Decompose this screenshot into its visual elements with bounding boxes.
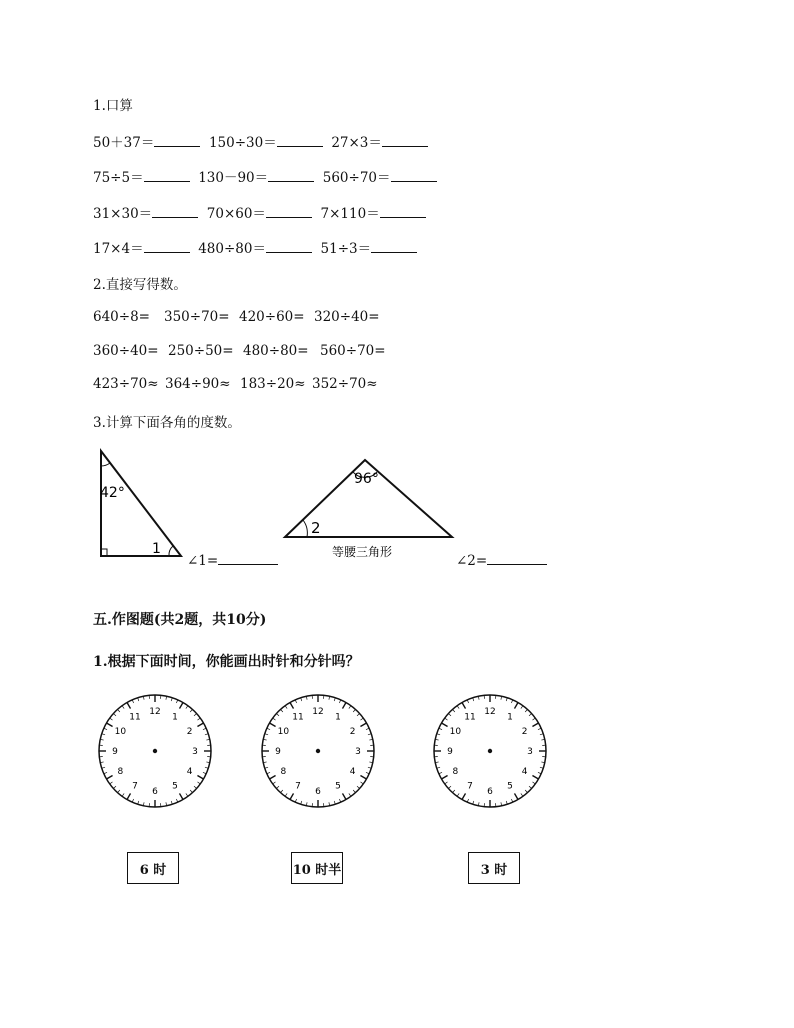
clock-numeral: 9 — [275, 747, 281, 757]
answer-blank[interactable] — [218, 552, 278, 565]
answer-blank[interactable] — [277, 134, 323, 147]
clock-numeral: 2 — [521, 727, 528, 737]
clock-tick — [270, 723, 276, 727]
clock-numeral: 11 — [292, 712, 304, 723]
clock-tick — [357, 786, 360, 788]
answer-blank[interactable] — [144, 240, 190, 253]
clock-tick — [290, 703, 294, 709]
clock-numeral: 6 — [152, 787, 158, 797]
q2-expr: 640÷8= — [93, 309, 150, 325]
answer-blank[interactable] — [391, 169, 437, 182]
clock-tick — [285, 706, 287, 709]
clock-tick — [113, 714, 116, 716]
clock-tick — [445, 782, 448, 784]
clock-tick — [457, 706, 459, 709]
q2-expr: 350÷70= — [164, 309, 230, 325]
clock-tick — [180, 793, 184, 799]
q1-row-1 — [93, 131, 428, 151]
clock-center-dot — [488, 749, 492, 753]
clock-numeral: 6 — [487, 787, 493, 797]
clock-tick — [186, 793, 188, 796]
clock-tick — [349, 793, 351, 796]
q1-expr: 70×60＝ — [206, 206, 266, 222]
clock-tick — [529, 714, 532, 716]
clock-tick — [285, 793, 287, 796]
q2-row-2 — [93, 343, 386, 359]
clock-tick — [270, 776, 276, 780]
q1-row-2 — [93, 166, 437, 186]
answer-blank[interactable] — [266, 205, 312, 218]
clock-tick — [194, 786, 197, 788]
q2-expr: 352÷70≈ — [312, 376, 378, 392]
q1-expr: 75÷5＝ — [93, 170, 144, 186]
clock-numeral: 3 — [527, 747, 533, 757]
clock-numeral: 10 — [277, 727, 290, 737]
clock-tick — [110, 782, 113, 784]
clock-tick — [515, 793, 519, 799]
clock-tick — [343, 703, 347, 709]
clock-numeral: 7 — [295, 781, 301, 792]
clock-tick — [532, 718, 535, 720]
clock-tick — [107, 723, 113, 727]
isosceles-caption: 等腰三角形 — [332, 545, 393, 559]
angle-1-label: 1 — [152, 541, 161, 557]
clock-tick — [107, 776, 113, 780]
q1-expr: 560÷70＝ — [322, 170, 391, 186]
section-5-heading: 五.作图题(共2题，共10分) — [93, 612, 267, 628]
clock-numeral: 7 — [132, 781, 138, 792]
clock-tick — [529, 786, 532, 788]
clock-numeral: 1 — [335, 712, 341, 723]
clock-numeral: 3 — [192, 747, 198, 757]
q1-title: 1.口算 — [93, 98, 133, 114]
clock-numeral: 10 — [114, 727, 127, 737]
clock-tick — [457, 793, 459, 796]
clock-tick — [127, 793, 131, 799]
clock-tick — [190, 790, 192, 793]
angle-1-answer: ∠1= — [187, 552, 278, 569]
clock-tick — [197, 782, 200, 784]
clock-tick — [525, 709, 527, 712]
q2-expr: 560÷70= — [320, 343, 386, 359]
clock-tick — [353, 790, 355, 793]
q2-expr: 420÷60= — [239, 309, 305, 325]
clock-tick — [515, 703, 519, 709]
clock-tick — [445, 718, 448, 720]
clock-numeral: 12 — [149, 707, 161, 717]
answer-blank[interactable] — [487, 552, 547, 565]
clock-numeral: 8 — [117, 767, 124, 777]
clock-tick — [122, 793, 124, 796]
clock-tick — [442, 723, 448, 727]
q2-expr: 423÷70≈ — [93, 376, 159, 392]
q1-row-3 — [93, 202, 426, 222]
clock-numeral: 9 — [447, 747, 453, 757]
clock-numeral: 11 — [129, 712, 141, 723]
answer-blank[interactable] — [371, 240, 417, 253]
answer-blank[interactable] — [266, 240, 312, 253]
clock-tick — [343, 793, 347, 799]
clock-tick — [273, 782, 276, 784]
clock-numeral: 8 — [452, 767, 459, 777]
q1-expr: 150÷30＝ — [208, 135, 277, 151]
clock-tick — [357, 714, 360, 716]
clock-numeral: 10 — [449, 727, 462, 737]
clock-numeral: 1 — [507, 712, 513, 723]
q2-expr: 320÷40= — [314, 309, 380, 325]
time-label-3: 3 时 — [468, 852, 520, 884]
clock-numeral: 1 — [172, 712, 178, 723]
clock-numeral: 11 — [464, 712, 476, 723]
clock-face-3[interactable] — [431, 692, 549, 810]
answer-blank[interactable] — [154, 134, 200, 147]
angle-96-label: 96° — [354, 471, 379, 487]
q2-expr: 480÷80= — [243, 343, 309, 359]
clock-face-1[interactable] — [96, 692, 214, 810]
clock-numeral: 5 — [172, 781, 178, 792]
q3-title: 3.计算下面各角的度数。 — [93, 415, 241, 431]
clock-tick — [532, 782, 535, 784]
clock-tick — [118, 709, 120, 712]
q1-expr: 31×30＝ — [93, 206, 153, 222]
answer-blank[interactable] — [144, 169, 190, 182]
q1-expr: 50＋37＝ — [93, 135, 155, 151]
clock-tick — [276, 714, 279, 716]
isosceles-triangle-figure — [280, 455, 458, 561]
clock-tick — [453, 709, 455, 712]
clock-numeral: 2 — [186, 727, 193, 737]
clock-tick — [194, 714, 197, 716]
clock-tick — [197, 718, 200, 720]
q1-expr: 130－90＝ — [198, 170, 269, 186]
clock-tick — [448, 714, 451, 716]
clock-tick — [122, 706, 124, 709]
clock-numeral: 12 — [312, 707, 324, 717]
clock-tick — [349, 706, 351, 709]
clock-numeral: 8 — [280, 767, 287, 777]
clock-tick — [462, 793, 466, 799]
clock-numeral: 5 — [335, 781, 341, 792]
clock-tick — [453, 790, 455, 793]
clock-tick — [110, 718, 113, 720]
clock-numeral: 5 — [507, 781, 513, 792]
clock-tick — [525, 790, 527, 793]
q2-row-1 — [93, 309, 380, 325]
clock-tick — [532, 723, 538, 727]
answer-blank[interactable] — [380, 205, 426, 218]
clock-numeral: 3 — [355, 747, 361, 757]
time-label-10-half: 10 时半 — [291, 852, 343, 884]
clock-tick — [127, 703, 131, 709]
clock-tick — [353, 709, 355, 712]
q1-expr: 17×4＝ — [93, 241, 144, 257]
clock-tick — [360, 723, 366, 727]
clock-tick — [190, 709, 192, 712]
q1-expr: 27×3＝ — [331, 135, 382, 151]
clock-tick — [197, 723, 203, 727]
clock-tick — [442, 776, 448, 780]
clock-center-dot — [153, 749, 157, 753]
clock-numeral: 4 — [349, 767, 356, 777]
answer-blank[interactable] — [382, 134, 428, 147]
angle-2-label: 2 — [311, 519, 321, 537]
q2-expr: 360÷40= — [93, 343, 159, 359]
clock-tick — [521, 793, 523, 796]
right-triangle-figure — [95, 446, 187, 562]
answer-blank[interactable] — [268, 169, 314, 182]
angle-2-answer: ∠2= — [456, 552, 547, 569]
clock-tick — [276, 786, 279, 788]
q1-row-4 — [93, 237, 417, 257]
clock-tick — [360, 718, 363, 720]
clock-tick — [113, 786, 116, 788]
section-5-question: 1.根据下面时间，你能画出时针和分针吗？ — [93, 654, 360, 670]
q2-expr: 364÷90≈ — [165, 376, 231, 392]
clock-numeral: 4 — [186, 767, 193, 777]
clock-numeral: 12 — [484, 707, 496, 717]
clock-numeral: 9 — [112, 747, 118, 757]
clock-tick — [281, 790, 283, 793]
clock-tick — [281, 709, 283, 712]
q2-title: 2.直接写得数。 — [93, 277, 187, 293]
answer-blank[interactable] — [152, 205, 198, 218]
clock-center-dot — [316, 749, 320, 753]
clock-tick — [360, 776, 366, 780]
clock-numeral: 2 — [349, 727, 356, 737]
clock-tick — [532, 776, 538, 780]
clock-numeral: 7 — [467, 781, 473, 792]
clock-numeral: 4 — [521, 767, 528, 777]
clock-tick — [186, 706, 188, 709]
q1-expr: 480÷80＝ — [198, 241, 266, 257]
time-label-6: 6 时 — [127, 852, 179, 884]
clock-tick — [118, 790, 120, 793]
clock-face-2[interactable] — [259, 692, 377, 810]
clock-tick — [180, 703, 184, 709]
q2-expr: 250÷50= — [168, 343, 234, 359]
clock-tick — [197, 776, 203, 780]
clock-tick — [448, 786, 451, 788]
q2-row-3 — [93, 376, 378, 392]
clock-tick — [360, 782, 363, 784]
q1-expr: 7×110＝ — [320, 206, 380, 222]
clock-tick — [290, 793, 294, 799]
clock-numeral: 6 — [315, 787, 321, 797]
clock-tick — [273, 718, 276, 720]
clock-tick — [521, 706, 523, 709]
clock-tick — [462, 703, 466, 709]
angle-42-label: 42° — [100, 485, 125, 501]
q1-expr: 51÷3＝ — [320, 241, 372, 257]
q2-expr: 183÷20≈ — [240, 376, 306, 392]
